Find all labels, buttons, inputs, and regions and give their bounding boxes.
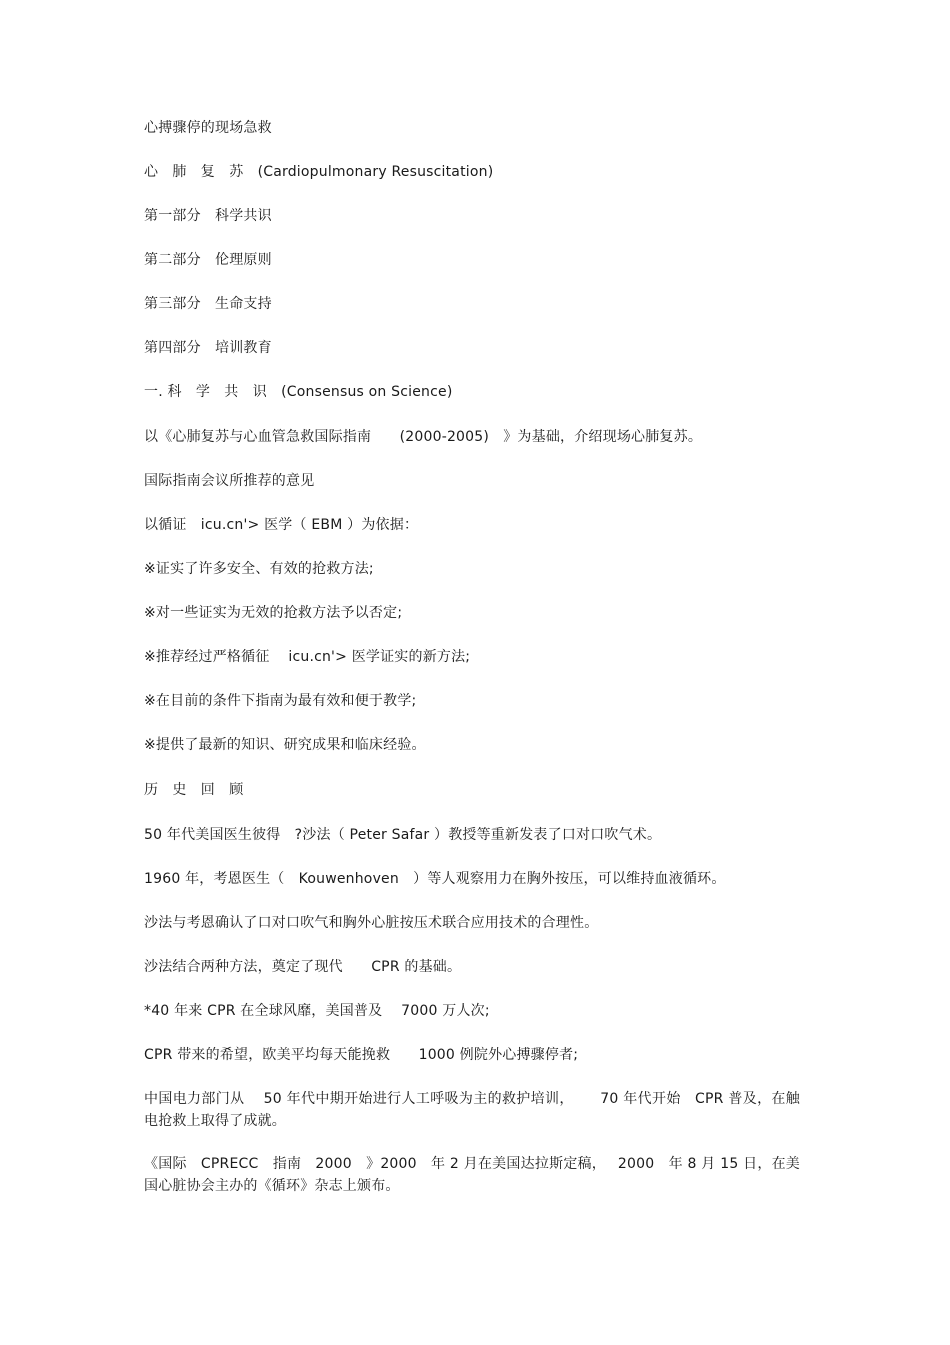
document-page <box>144 0 804 1345</box>
document-title: 心搏骤停的现场急救 <box>144 120 272 136</box>
text-line: CPR 带来的希望，欧美平均每天能挽救 1000 例院外心搏骤停者; <box>144 1047 579 1063</box>
text-line: 以循证 icu.cn'> 医学（ EBM ）为依据： <box>144 517 419 533</box>
toc-item: 第四部分 培训教育 <box>144 340 272 356</box>
text-line: 50 年代美国医生彼得 ?沙法（ Peter Safar ）教授等重新发表了口对口吹气术。 <box>144 827 662 843</box>
document-subtitle: 心 肺 复 苏 (Cardiopulmonary Resuscitation) <box>144 164 494 180</box>
toc-item: 第二部分 伦理原则 <box>144 252 272 268</box>
text-line: 1960 年，考恩医生（ Kouwenhoven ）等人观察用力在胸外按压，可以维持血液循环。 <box>144 871 726 887</box>
list-item: ※在目前的条件下指南为最有效和便于教学; <box>144 693 417 709</box>
list-item: ※提供了最新的知识、研究成果和临床经验。 <box>144 737 426 753</box>
text-line: 沙法结合两种方法，奠定了现代 CPR 的基础。 <box>144 959 462 975</box>
text-line: 以《心肺复苏与心血管急救国际指南 (2000-2005) 》为基础，介绍现场心肺复苏。 <box>144 429 703 445</box>
text-line: *40 年来 CPR 在全球风靡，美国普及 7000 万人次; <box>144 1003 490 1019</box>
toc-item: 第三部分 生命支持 <box>144 296 272 312</box>
list-item: ※证实了许多安全、有效的抢救方法; <box>144 561 374 577</box>
toc-item: 第一部分 科学共识 <box>144 208 272 224</box>
paragraph: 《国际 CPRECC 指南 2000 》2000 年 2 月在美国达拉斯定稿， 2000 年 8 月 15 日，在美国心脏协会主办的《循环》杂志上颁布。 <box>144 1156 800 1194</box>
list-item: ※推荐经过严格循征 icu.cn'> 医学证实的新方法; <box>144 649 471 665</box>
text-line: 国际指南会议所推荐的意见 <box>144 473 315 489</box>
paragraph: 中国电力部门从 50 年代中期开始进行人工呼吸为主的救护培训， 70 年代开始 CPR 普及，在触电抢救上取得了成就。 <box>144 1091 800 1129</box>
section-heading: 一. 科 学 共 识 (Consensus on Science) <box>144 384 453 400</box>
text-line: 沙法与考恩确认了口对口吹气和胸外心脏按压术联合应用技术的合理性。 <box>144 915 599 931</box>
list-item: ※对一些证实为无效的抢救方法予以否定; <box>144 605 403 621</box>
section-heading: 历 史 回 顾 <box>144 782 244 798</box>
